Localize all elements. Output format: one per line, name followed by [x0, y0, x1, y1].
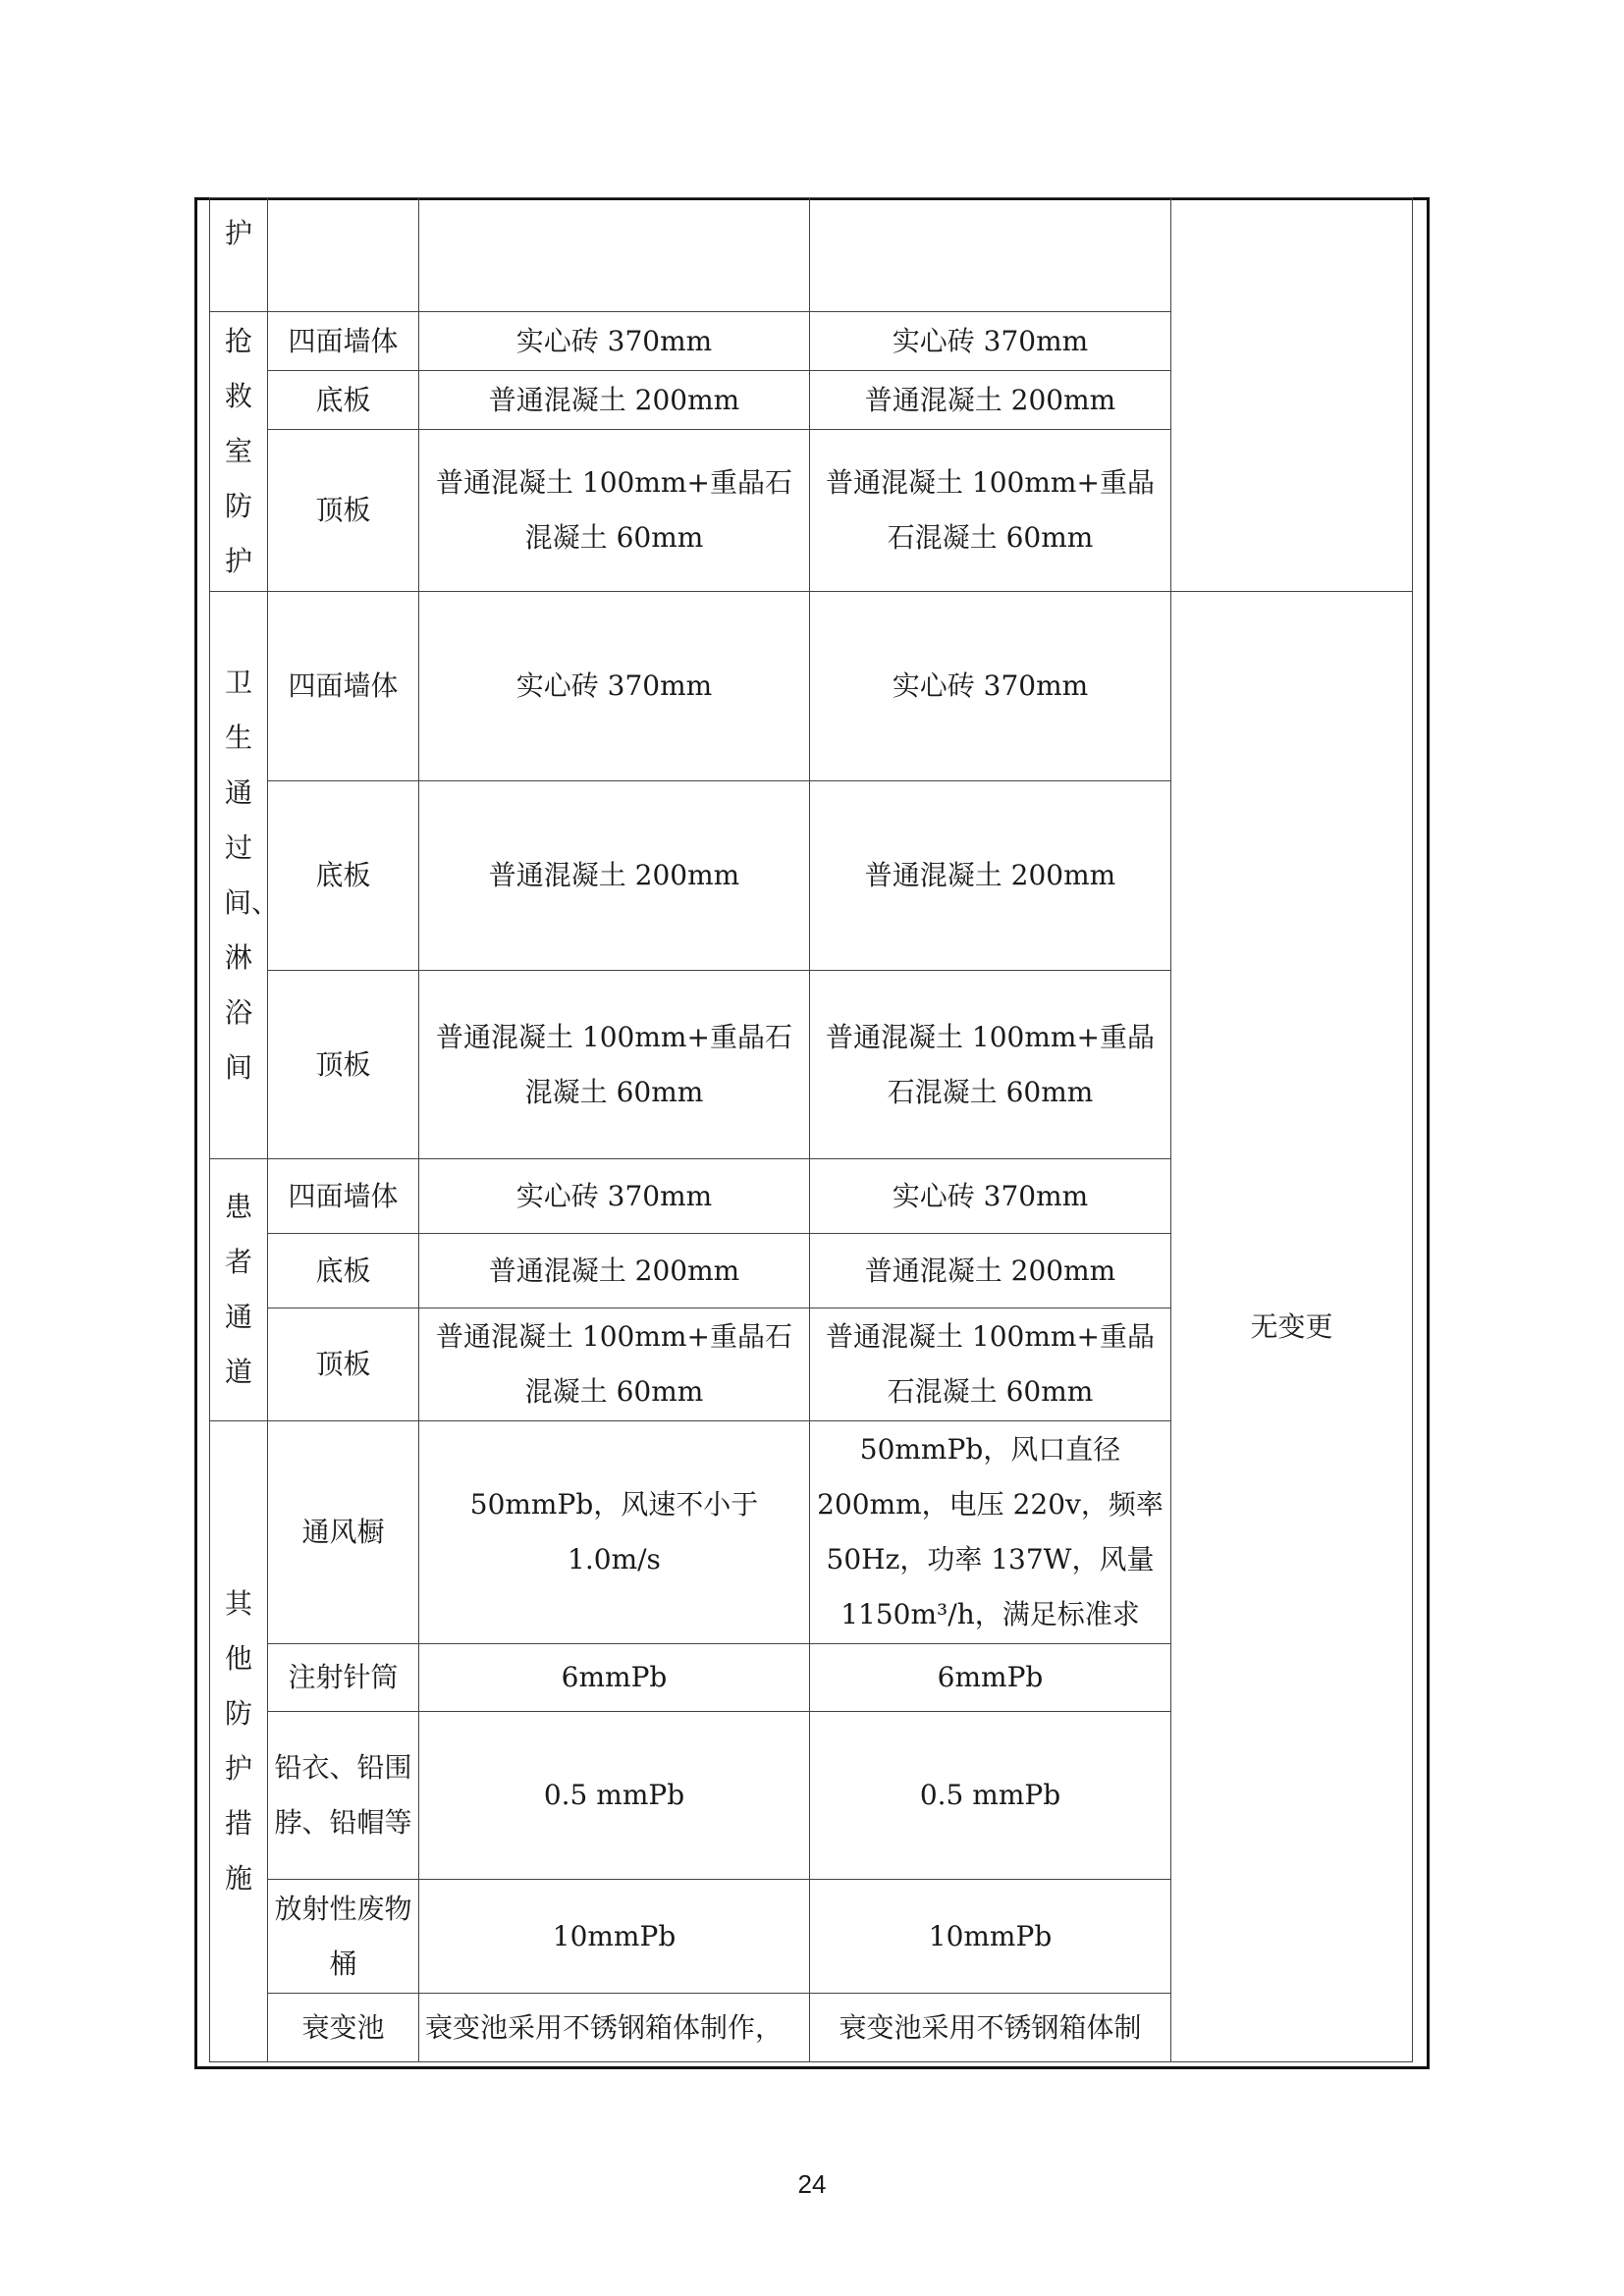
category-cell: 卫生通过间、淋浴间 — [210, 592, 268, 1159]
item-cell — [268, 198, 419, 312]
item-cell: 注射针筒 — [268, 1644, 419, 1712]
original-cell — [419, 198, 810, 312]
original-cell: 实心砖 370mm — [419, 312, 810, 371]
original-cell: 衰变池采用不锈钢箱体制作， — [419, 1994, 810, 2062]
original-cell: 普通混凝土 100mm+重晶石混凝土 60mm — [419, 430, 810, 592]
item-cell: 底板 — [268, 371, 419, 430]
actual-cell: 普通混凝土 200mm — [810, 781, 1171, 971]
original-cell: 实心砖 370mm — [419, 592, 810, 781]
actual-cell: 普通混凝土 200mm — [810, 1234, 1171, 1308]
original-cell: 普通混凝土 200mm — [419, 1234, 810, 1308]
actual-cell: 普通混凝土 100mm+重晶石混凝土 60mm — [810, 971, 1171, 1159]
original-cell: 普通混凝土 100mm+重晶石混凝土 60mm — [419, 1308, 810, 1421]
item-cell: 顶板 — [268, 971, 419, 1159]
actual-cell: 普通混凝土 200mm — [810, 371, 1171, 430]
category-cell: 抢救室防护 — [210, 312, 268, 592]
actual-cell — [810, 198, 1171, 312]
table-row — [210, 198, 1418, 312]
original-cell: 实心砖 370mm — [419, 1159, 810, 1234]
item-cell: 顶板 — [268, 430, 419, 592]
item-cell: 衰变池 — [268, 1994, 419, 2062]
note-cell — [1171, 198, 1413, 592]
item-cell: 四面墙体 — [268, 1159, 419, 1234]
actual-cell: 10mmPb — [810, 1880, 1171, 1994]
item-cell: 四面墙体 — [268, 592, 419, 781]
page-number: 24 — [797, 2169, 827, 2199]
category-cell: 患者通道 — [210, 1159, 268, 1421]
actual-cell: 6mmPb — [810, 1644, 1171, 1712]
item-cell: 通风橱 — [268, 1421, 419, 1644]
item-cell: 底板 — [268, 781, 419, 971]
actual-cell: 0.5 mmPb — [810, 1712, 1171, 1880]
original-cell: 普通混凝土 200mm — [419, 781, 810, 971]
actual-cell: 50mmPb，风口直径200mm，电压 220v，频率50Hz，功率 137W，风量1150m³/h，满足标准求 — [810, 1421, 1171, 1644]
item-cell: 铅衣、铅围脖、铅帽等 — [268, 1712, 419, 1880]
item-cell: 顶板 — [268, 1308, 419, 1421]
right-margin-strip — [1413, 198, 1418, 2062]
actual-cell: 实心砖 370mm — [810, 592, 1171, 781]
shielding-comparison-table — [209, 197, 1418, 2062]
original-cell: 普通混凝土 200mm — [419, 371, 810, 430]
original-cell: 0.5 mmPb — [419, 1712, 810, 1880]
category-cell: 护 — [210, 198, 268, 312]
actual-cell: 衰变池采用不锈钢箱体制 — [810, 1994, 1171, 2062]
item-cell: 四面墙体 — [268, 312, 419, 371]
table-row — [210, 592, 1418, 781]
category-cell: 其他防护措施 — [210, 1421, 268, 2062]
actual-cell: 普通混凝土 100mm+重晶石混凝土 60mm — [810, 1308, 1171, 1421]
original-cell: 10mmPb — [419, 1880, 810, 1994]
actual-cell: 实心砖 370mm — [810, 1159, 1171, 1234]
item-cell: 放射性废物桶 — [268, 1880, 419, 1994]
actual-cell: 实心砖 370mm — [810, 312, 1171, 371]
item-cell: 底板 — [268, 1234, 419, 1308]
original-cell: 普通混凝土 100mm+重晶石混凝土 60mm — [419, 971, 810, 1159]
note-cell: 无变更 — [1171, 592, 1413, 2062]
actual-cell: 普通混凝土 100mm+重晶石混凝土 60mm — [810, 430, 1171, 592]
original-cell: 50mmPb，风速不小于 1.0m/s — [419, 1421, 810, 1644]
original-cell: 6mmPb — [419, 1644, 810, 1712]
